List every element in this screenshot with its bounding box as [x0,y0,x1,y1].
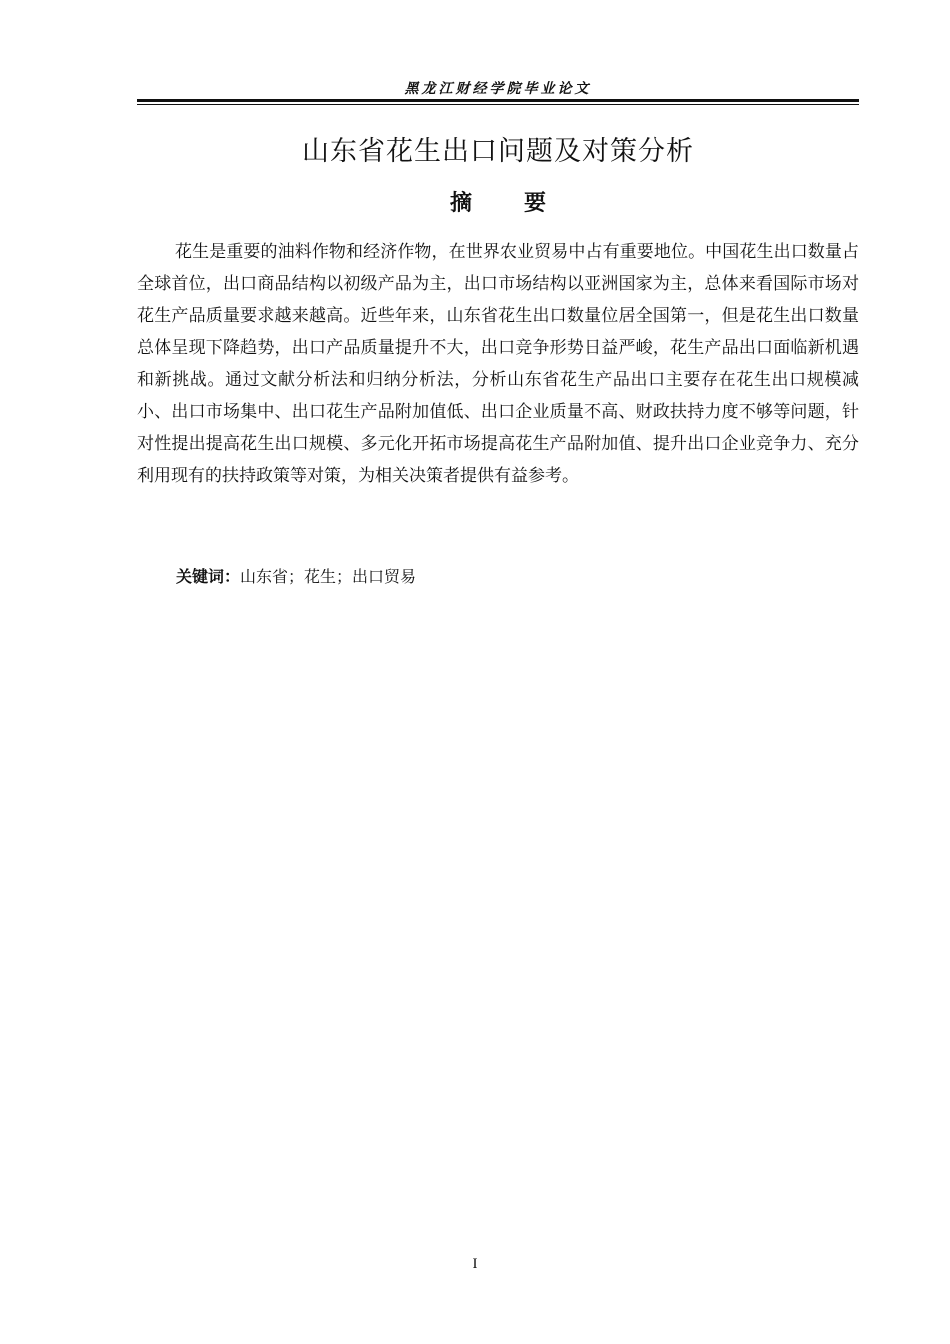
abstract-heading-char-1: 摘 [449,191,472,216]
keywords-label: 关键词： [176,567,241,586]
keywords-value: 山东省；花生；出口贸易 [240,567,417,586]
running-header: 黑龙江财经学院毕业论文 [404,81,592,97]
abstract-body: 花生是重要的油料作物和经济作物，在世界农业贸易中占有重要地位。中国花生出口数量占全球首位，出口商品结构以初级产品为主，出口市场结构以亚洲国家为主，总体来看国际市场对花生产品质量要求越来越高。近些年来，山东省花生出口数量位居全国第一，但是花生出口数量总体呈现下降趋势，出口产品质量提升不大，出口竞争形势日益严峻，花生产品出口面临新机遇和新挑战。通过文献分析法和归纳分析法，分析山东省花生产品出口主要存在花生出口规模减小、出口市场集中、出口花生产品附加值低、出口企业质量不高、财政扶持力度不够等问题，针对性提出提高花生出口规模、多元化开拓市场提高花生产品附加值、提升出口企业竞争力、充分利用现有的扶持政策等对策，为相关决策者提供有益参考。 [137,242,859,486]
header-rule-thin [137,104,859,105]
page-number: I [472,1256,478,1272]
abstract-heading-char-2: 要 [524,191,547,216]
header-rule-thick [137,99,859,102]
abstract-heading [137,186,859,222]
page-title: 山东省花生出口问题及对策分析 [302,136,694,167]
keywords-line [176,562,859,592]
